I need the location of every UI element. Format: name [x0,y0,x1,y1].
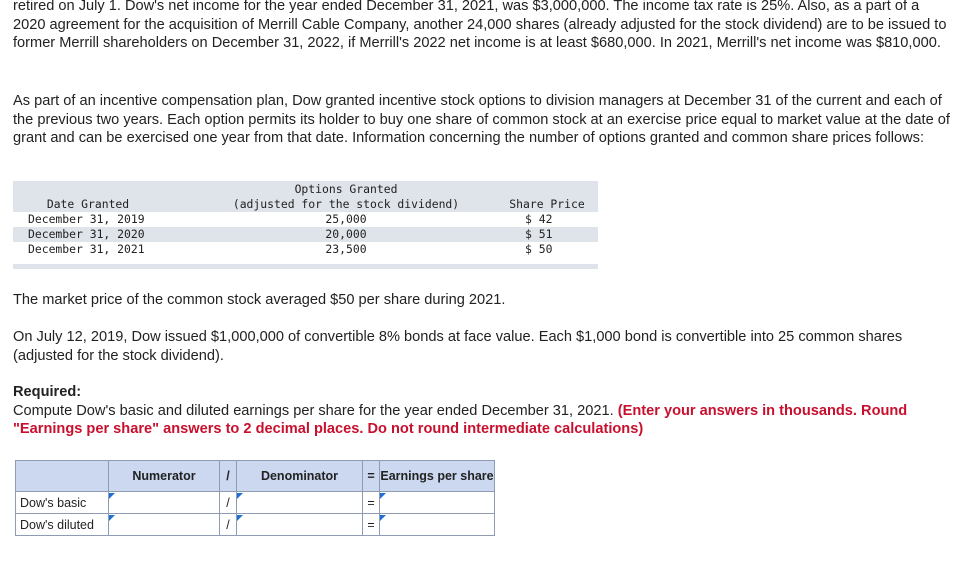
grid-header-row [16,461,495,492]
basic-slash: / [220,492,237,514]
diluted-eps-input[interactable] [380,515,494,535]
basic-numerator-cell [109,492,220,514]
diluted-eps-cell [380,514,495,536]
grid-header-denominator: Denominator [237,461,363,492]
diluted-denominator-cell [237,514,363,536]
header-date-granted: Date Granted [46,197,130,211]
row-date: December 31, 2020 [28,227,145,241]
required-instruction: (Enter your answers in thousands. Round "Earnings per share" answers to 2 decimal places. Do not round intermediate calculations) [13,402,908,437]
grid-row-basic [16,492,495,514]
row-price: $ 42 [525,212,553,226]
row-label-basic: Dow's basic [16,492,109,514]
basic-denominator-cell [237,492,363,514]
paragraph-net-income: retired on July 1. Dow's net income for the year ended December 31, 2021, was $3,000,000. The income tax rate is 25%. Also, as a part of a 2020 agreement for the acquisition of Merrill Cable Company, another 24,000 shares (already adjusted for the stock dividend) are to be issued to former Merrill shareholders on December 31, 2022, if Merrill's 2022 net income is at least $680,000. In 2021, Merrill's net income was $810,000. [13,0,947,51]
eps-answer-grid [15,460,495,536]
required-title: Required: [13,384,82,400]
header-adjusted: (adjusted for the stock dividend) [232,197,460,211]
row-options: 25,000 [325,212,367,226]
diluted-denominator-input[interactable] [237,515,362,535]
grid-header-equals: = [363,461,380,492]
row-options: 23,500 [325,242,367,256]
basic-denominator-input[interactable] [237,493,362,513]
diluted-numerator-cell [109,514,220,536]
row-date: December 31, 2021 [28,242,145,256]
basic-equals: = [363,492,380,514]
required-section [13,383,953,439]
grid-row-diluted [16,514,495,536]
header-share-price: Share Price [509,197,585,211]
grid-header-numerator: Numerator [109,461,220,492]
basic-eps-cell [380,492,495,514]
basic-eps-input[interactable] [380,493,494,513]
header-options-granted: Options Granted [294,182,398,196]
row-options: 20,000 [325,227,367,241]
row-date: December 31, 2019 [28,212,145,226]
grid-header-eps: Earnings per share [380,461,495,492]
paragraph-stock-options: As part of an incentive compensation plan, Dow granted incentive stock options to division managers at December 31 of the current and each of the previous two years. Each option permits its holder to buy one share of common stock at an exercise price equal to market value at the date of grant and can be exercised one year from that date. Information concerning the number of options granted and common share prices follows: [13,93,950,146]
paragraph-convertible-bonds: On July 12, 2019, Dow issued $1,000,000 of convertible 8% bonds at face value. Each $1,000 bond is convertible into 25 common shares (adjusted for the stock dividend). [13,329,903,364]
options-table [13,181,598,269]
row-label-diluted: Dow's diluted [16,514,109,536]
diluted-slash: / [220,514,237,536]
basic-numerator-input[interactable] [109,493,219,513]
options-footer-band [13,264,598,269]
row-price: $ 51 [525,227,553,241]
required-text: Compute Dow's basic and diluted earnings per share for the year ended December 31, 2021. [13,402,614,419]
grid-header-blank [16,461,109,492]
grid-header-slash: / [220,461,237,492]
row-price: $ 50 [525,242,553,256]
diluted-equals: = [363,514,380,536]
diluted-numerator-input[interactable] [109,515,219,535]
paragraph-market-price: The market price of the common stock averaged $50 per share during 2021. [13,292,506,308]
